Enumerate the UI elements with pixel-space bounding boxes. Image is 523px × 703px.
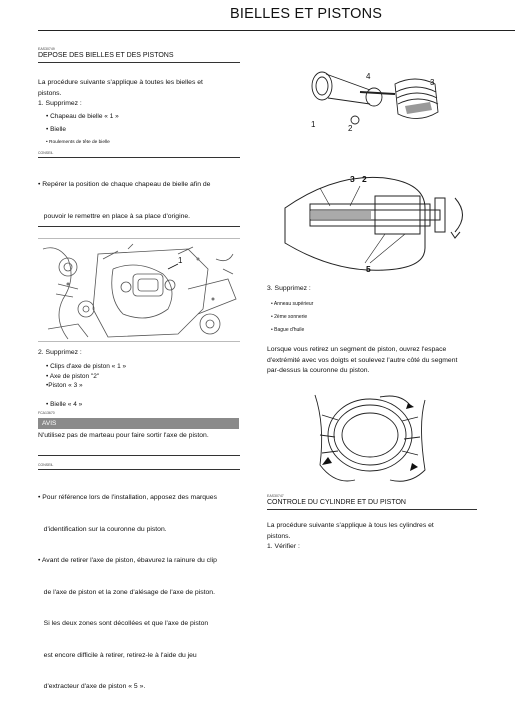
page-title: BIELLES ET PISTONS	[230, 6, 383, 22]
figure-callout: 1	[178, 256, 183, 265]
label-mid-3: 3	[350, 174, 355, 184]
section-code-2: EAS30747	[267, 494, 284, 498]
step-2-list: • Clips d'axe de piston « 1 » • Axe de piston "2" •Piston « 3 » • Bielle « 4 »	[46, 363, 127, 408]
conseil-rule-2	[38, 469, 240, 470]
ring-removal-figure	[300, 385, 440, 490]
avis-end-rule	[38, 455, 240, 456]
conseil-tips: • Repérer la position de chaque chapeau de bielle afin de pouvoir le remettre en place à sa place d'origine.	[38, 181, 211, 220]
section-heading: DEPOSE DES BIELLES ET DES PISTONS	[38, 52, 174, 59]
label-3: 3	[430, 78, 435, 87]
heading-rule	[38, 62, 240, 63]
step-3: 3. Supprimez :	[267, 285, 311, 292]
label-mid-2: 2	[362, 174, 367, 184]
label-2: 2	[348, 124, 353, 133]
conseil-rule	[38, 157, 240, 158]
pin-puller-figure	[275, 168, 475, 280]
conseil-tips-2: • Pour référence lors de l'installation, apposez des marques d'identification sur la couronne du piston. • Avant de retirer l'axe de piston, ébavurez la rainure du clip de l'axe de piston et la zone d'alésage de l'axe de piston. Si les deux zones sont décollées et que l'axe de piston est encore difficile à retirer, retirez-le à l'aide du jeu d'extracteur d'axe de piston « 5 ».	[38, 494, 217, 690]
ring-removal-text: Lorsque vous retirez un segment de piston, ouvrez l'espace d'extrémité avec vos doigts et soulevez l'autre côté du segment par-dessus la couronne du piston.	[267, 346, 458, 374]
step-1: 1. Supprimez :	[38, 100, 82, 107]
conseil-label: CONSEIL	[38, 151, 54, 155]
avis-code: FCA13670	[38, 411, 55, 415]
label-mid-5: 5	[366, 264, 371, 274]
conseil-end-rule	[38, 226, 240, 227]
section-heading-2: CONTROLE DU CYLINDRE ET DU PISTON	[267, 499, 406, 506]
intro-text: La procédure suivante s'applique à toutes les bielles et pistons. 1. Supprimez :	[38, 78, 203, 110]
conseil-label-2: CONSEIL	[38, 463, 54, 467]
label-1: 1	[311, 120, 316, 129]
step-3-list: • Anneau supérieur • 2ème sonnerie • Bague d'huile	[271, 301, 314, 333]
avis-text: N'utilisez pas de marteau pour faire sortir l'axe de piston.	[38, 432, 209, 439]
label-4: 4	[366, 72, 371, 81]
heading-rule-2	[267, 509, 477, 510]
crankcase-figure	[38, 238, 240, 342]
step-2: 2. Supprimez :	[38, 349, 82, 356]
avis-banner: AVIS	[38, 418, 239, 429]
section-code: EAS30749	[38, 47, 55, 51]
piston-rod-figure	[300, 62, 450, 142]
step-1-list: • Chapeau de bielle « 1 » • Bielle • Roulements de tête de bielle	[46, 113, 119, 145]
header-rule	[38, 30, 515, 31]
intro-text-2: La procédure suivante s'applique à tous les cylindres et pistons. 1. Vérifier :	[267, 522, 434, 550]
